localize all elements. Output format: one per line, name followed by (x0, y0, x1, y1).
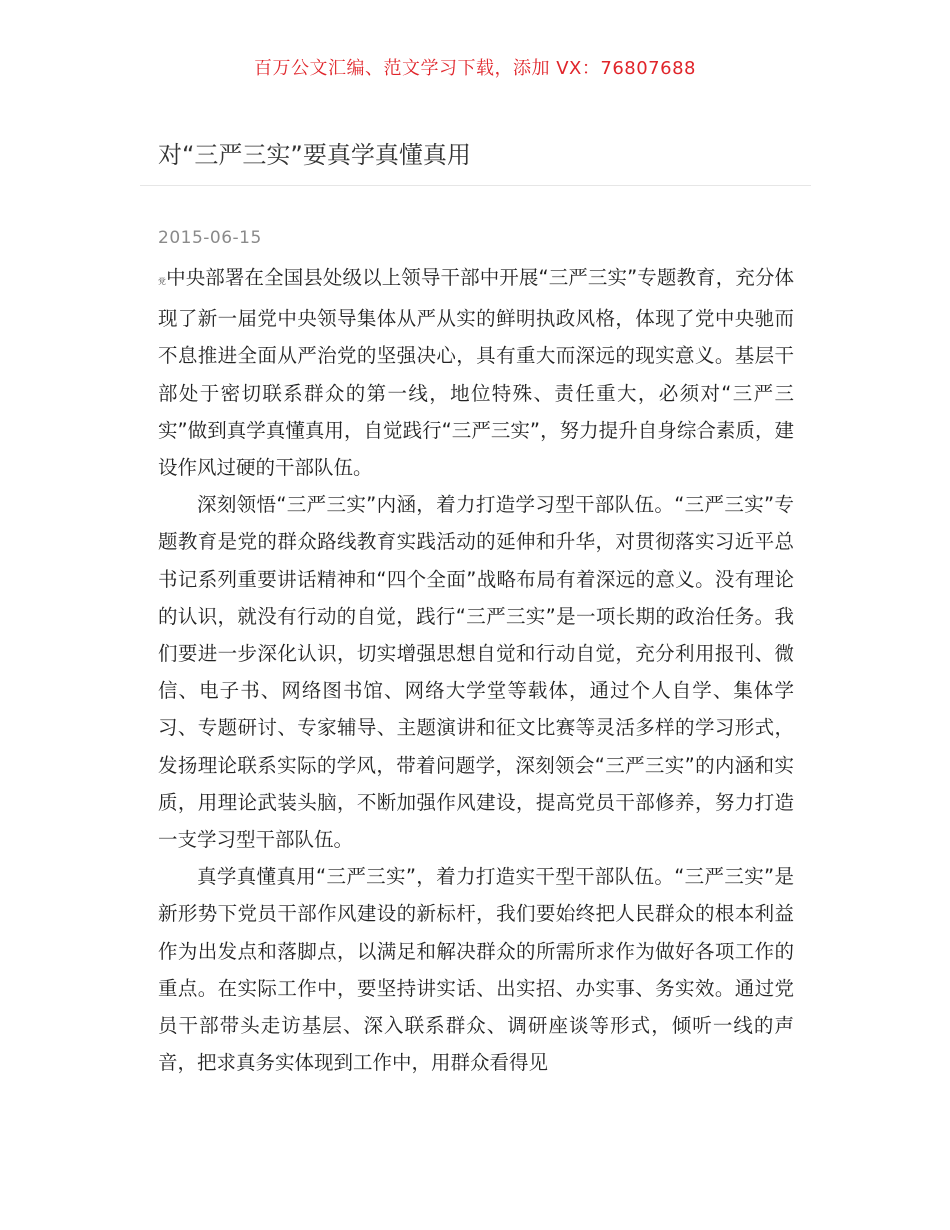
paragraph-3: 真学真懂真用“三严三实”，着力打造实干型干部队伍。“三严三实”是新形势下党员干部作风建设的新标杆，我们要始终把人民群众的根本利益作为出发点和落脚点，以满足和解决群众的所需所求作为做好各项工作的重点。在实际工作中，要坚持讲实话、出实招、办实事、务实效。通过党员干部带头走访基层、深入联系群众、调研座谈等形式，倾听一线的声音，把求真务实体现到工作中，用群众看得见 (158, 865, 794, 1075)
promo-banner: 百万公文汇编、范文学习下载，添加 VX：76807688 (254, 58, 696, 79)
article-body (158, 259, 794, 1081)
article-title: 对“三严三实”要真学真懂真用 (158, 141, 471, 169)
lead-mark: 党 (158, 277, 167, 286)
paragraph-2: 深刻领悟“三严三实”内涵，着力打造学习型干部队伍。“三严三实”专题教育是党的群众路线教育实践活动的延伸和升华，对贯彻落实习近平总书记系列重要讲话精神和“四个全面”战略布局有着深远的意义。没有理论的认识，就没有行动的自觉，践行“三严三实”是一项长期的政治任务。我们要进一步深化认识，切实增强思想自觉和行动自觉，充分利用报刊、微信、电子书、网络图书馆、网络大学堂等载体，通过个人自学、集体学习、专题研讨、专家辅导、主题演讲和征文比赛等灵活多样的学习形式，发扬理论联系实际的学风，带着问题学，深刻领会“三严三实”的内涵和实质，用理论武装头脑，不断加强作风建设，提高党员干部修养，努力打造一支学习型干部队伍。 (158, 493, 794, 852)
paragraph-1 (158, 259, 794, 486)
publish-date: 2015-06-15 (158, 228, 262, 248)
paragraph-1-text: 中央部署在全国县处级以上领导干部中开展“三严三实”专题教育，充分体现了新一届党中央领导集体从严从实的鲜明执政风格，体现了党中央驰而不息推进全面从严治党的坚强决心，具有重大而深远的现实意义。基层干部处于密切联系群众的第一线，地位特殊、责任重大，必须对“三严三实”做到真学真懂真用，自觉践行“三严三实”，努力提升自身综合素质，建设作风过硬的干部队伍。 (158, 266, 794, 480)
title-divider (140, 185, 811, 186)
